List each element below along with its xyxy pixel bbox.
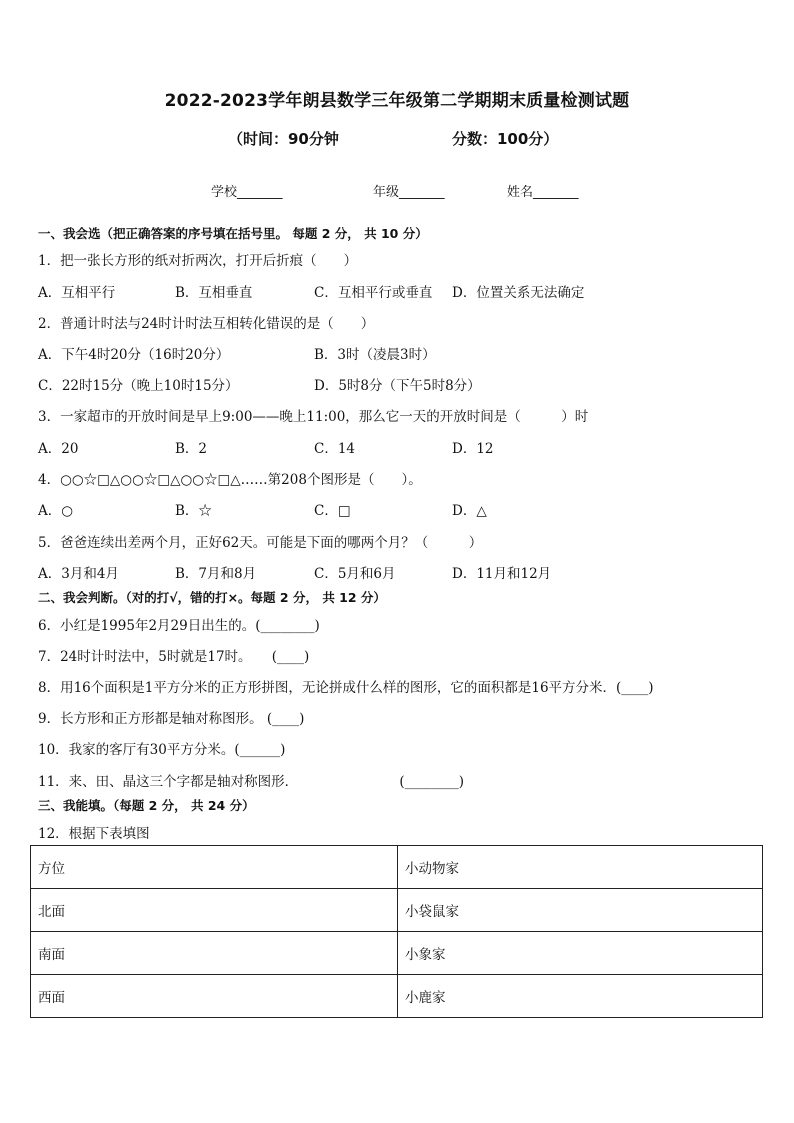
question-10: 10．我家的客厅有30平方分米。(______): [38, 742, 286, 758]
grade-field: 年级_______: [373, 185, 445, 200]
table-cell: 方位: [31, 846, 398, 889]
q3-option-a: A．20: [38, 441, 79, 457]
q2-option-d: D．5时8分（下午5时8分）: [314, 378, 481, 394]
q4-option-c: C．□: [314, 503, 351, 519]
q5-option-d: D．11月和12月: [452, 566, 552, 582]
exam-time: （时间：90分钟: [228, 130, 339, 148]
q1-option-b: B．互相垂直: [175, 285, 253, 301]
table-cell: 小动物家: [398, 846, 763, 889]
question-1: 1．把一张长方形的纸对折两次，打开后折痕（ ）: [38, 253, 358, 269]
q5-option-c: C．5月和6月: [314, 566, 396, 582]
name-field: 姓名_______: [507, 185, 579, 200]
question-4: 4．○○☆□△○○☆□△○○☆□△……第208个图形是（ ）。: [38, 472, 422, 488]
table-cell: 西面: [31, 975, 398, 1018]
table-cell: 小象家: [398, 932, 763, 975]
question-8: 8．用16个面积是1平方分米的正方形拼图，无论拼成什么样的图形，它的面积都是16平方分米．(____): [38, 680, 654, 696]
q1-option-d: D．位置关系无法确定: [452, 285, 585, 301]
q2-option-b: B．3时（凌晨3时）: [314, 347, 436, 363]
q5-option-a: A．3月和4月: [38, 566, 119, 582]
section-1-heading: 一、我会选（把正确答案的序号填在括号里。 每题 2 分， 共 10 分）: [38, 226, 428, 241]
table-row: [31, 846, 763, 889]
section-2-heading: 二、我会判断。（对的打√，错的打×。每题 2 分， 共 12 分）: [38, 590, 386, 605]
question-3: 3．一家超市的开放时间是早上9:00——晚上11:00，那么它一天的开放时间是（ ）时: [38, 409, 589, 425]
table-cell: 北面: [31, 889, 398, 932]
question-9: 9．长方形和正方形都是轴对称图形。 (____): [38, 711, 305, 727]
direction-table: [30, 845, 763, 1018]
question-11: 11．来、田、晶这三个字都是轴对称图形． (________): [38, 774, 464, 790]
question-5: 5．爸爸连续出差两个月，正好62天。可能是下面的哪两个月？（ ）: [38, 535, 483, 551]
q1-option-c: C．互相平行或垂直: [314, 285, 433, 301]
q4-option-a: A．○: [38, 503, 74, 519]
table-cell: 小袋鼠家: [398, 889, 763, 932]
q1-option-a: A．互相平行: [38, 285, 116, 301]
question-6: 6．小红是1995年2月29日出生的。(________): [38, 618, 320, 634]
section-3-heading: 三、我能填。（每题 2 分， 共 24 分）: [38, 798, 255, 813]
q4-option-d: D．△: [452, 503, 487, 519]
q2-option-c: C．22时15分（晚上10时15分）: [38, 378, 239, 394]
question-7: 7．24时计时法中，5时就是17时。 (____): [38, 649, 310, 665]
table-row: [31, 932, 763, 975]
q2-option-a: A．下午4时20分（16时20分）: [38, 347, 230, 363]
question-12: 12．根据下表填图: [38, 826, 150, 842]
table-cell: 南面: [31, 932, 398, 975]
q4-option-b: B．☆: [175, 503, 212, 519]
table-row: [31, 889, 763, 932]
question-2: 2．普通计时法与24时计时法互相转化错误的是（ ）: [38, 316, 375, 332]
exam-score: 分数：100分）: [452, 130, 559, 148]
q3-option-b: B．2: [175, 441, 208, 457]
q5-option-b: B．7月和8月: [175, 566, 257, 582]
q3-option-c: C．14: [314, 441, 356, 457]
school-field: 学校_______: [211, 185, 283, 200]
table-cell: 小鹿家: [398, 975, 763, 1018]
q3-option-d: D．12: [452, 441, 494, 457]
page-title: 2022-2023学年朗县数学三年级第二学期期末质量检测试题: [164, 91, 630, 111]
table-row: [31, 975, 763, 1018]
